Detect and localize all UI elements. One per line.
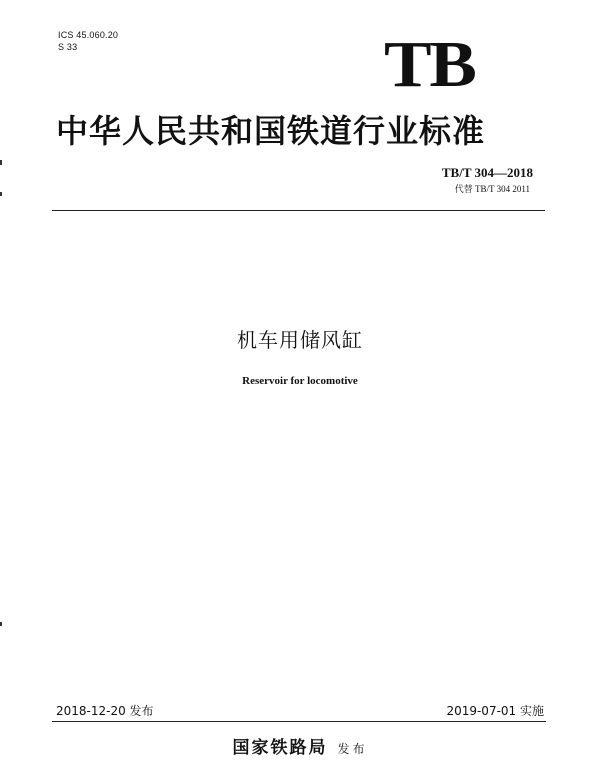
header-divider xyxy=(52,210,545,211)
document-title-en: Reservoir for locomotive xyxy=(242,375,358,387)
tb-logo: TB xyxy=(384,28,475,101)
implementation-date: 2019-07-01 实施 xyxy=(446,704,544,718)
scan-edge-mark xyxy=(0,160,2,165)
standard-title: 中华人民共和国铁道行业标准 xyxy=(56,112,486,150)
scan-edge-mark xyxy=(0,622,2,626)
issue-date: 2018-12-20 发布 xyxy=(56,704,154,718)
standard-number: TB/T 304—2018 xyxy=(441,165,533,180)
ccs-code: S 33 xyxy=(58,42,78,52)
publisher-action: 发布 xyxy=(337,742,368,756)
footer-divider xyxy=(52,721,546,722)
publisher-line xyxy=(0,738,600,759)
document-title-cn: 机车用储风缸 xyxy=(237,328,363,352)
scan-edge-mark xyxy=(0,192,2,196)
ics-code: ICS 45.060.20 xyxy=(58,30,119,40)
replaces-standard: 代替 TB/T 304 2011 xyxy=(454,184,530,194)
publisher-name: 国家铁路局 xyxy=(232,738,328,758)
